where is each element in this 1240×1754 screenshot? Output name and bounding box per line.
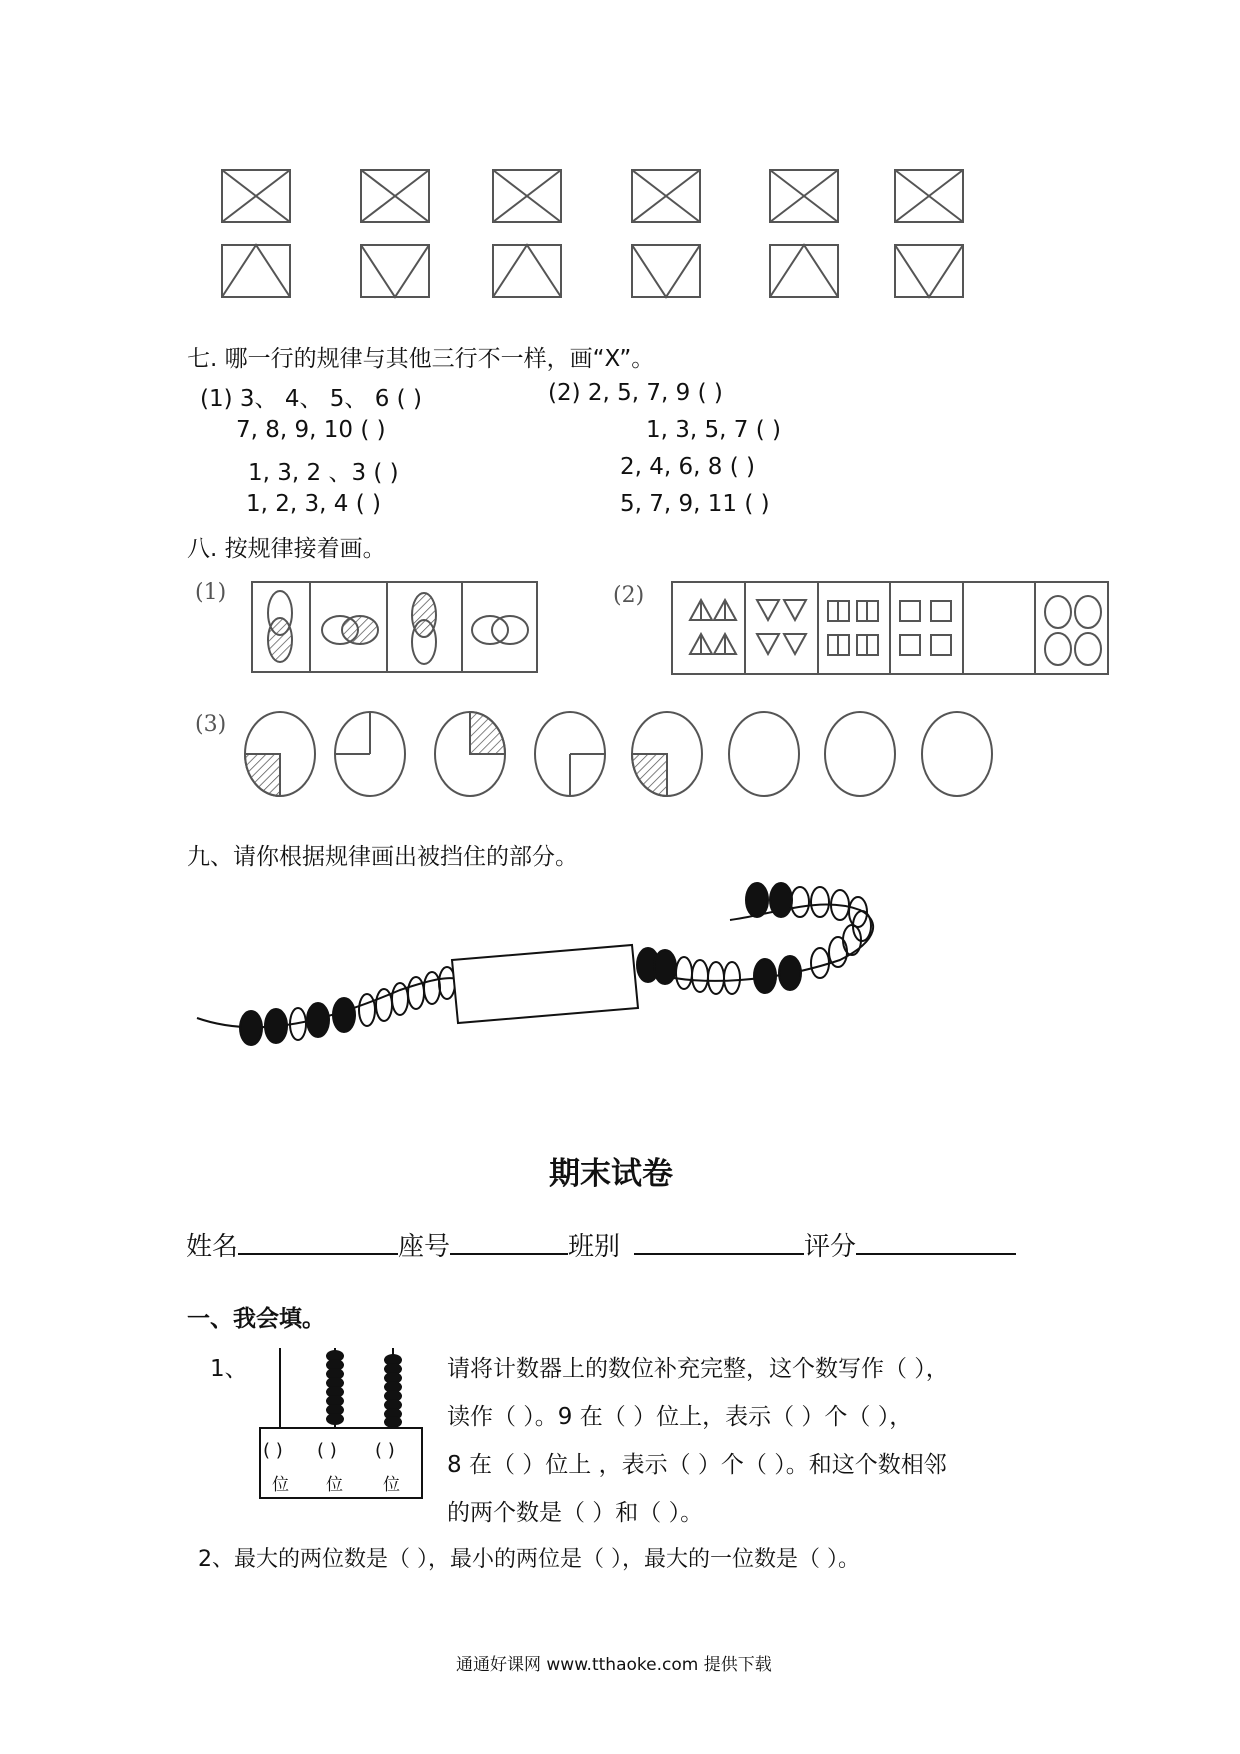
crossed-box	[632, 170, 700, 222]
student-info-line	[186, 1226, 1016, 1263]
crossed-box	[770, 170, 838, 222]
triangle-up-box	[493, 245, 561, 297]
class-label: 班别	[568, 1232, 621, 1262]
q1-line-1: 请将计数器上的数位补充完整，这个数写作（ ），	[447, 1356, 949, 1382]
q1-line-3: 8 在（ ）位上 ，表示（ ）个（ ）。和这个数相邻	[447, 1452, 947, 1478]
abacus-label-1: 位	[272, 1475, 289, 1495]
abacus-slot-1[interactable]: ( )	[263, 1440, 283, 1461]
crossed-box	[493, 170, 561, 222]
section7-row3-right: 2, 4, 6, 8 ( )	[620, 454, 755, 480]
crossed-box	[895, 170, 963, 222]
class-field[interactable]	[634, 1227, 804, 1255]
q2-text: 2、最大的两位数是（ ），最小的两位是（ ），最大的一位数是（ ）。	[198, 1547, 860, 1572]
quarter-oval-sequence	[245, 712, 992, 796]
triangle-down-box	[895, 245, 963, 297]
triangle-up-box	[222, 245, 290, 297]
triangle-down-box	[632, 245, 700, 297]
name-field[interactable]	[238, 1227, 398, 1255]
section7-row1-left: (1) 3、 4、 5、 6 ( )	[200, 386, 422, 412]
section7-row4-left: 1, 2, 3, 4 ( )	[246, 491, 381, 517]
score-label: 评分	[804, 1232, 857, 1262]
section7-row3-left: 1, 3, 2 、3 ( )	[248, 460, 399, 486]
crossed-box	[222, 170, 290, 222]
section8-figures	[0, 570, 1240, 820]
q1-number: 1、	[210, 1356, 248, 1382]
q1-line-2: 读作（ ）。9 在（ ）位上，表示（ ）个（ ），	[447, 1404, 913, 1430]
section7-row2-left: 7, 8, 9, 10 ( )	[236, 417, 386, 443]
abacus-label-3: 位	[383, 1475, 400, 1495]
crossed-box	[361, 170, 429, 222]
section8-label-1: (1)	[195, 580, 227, 605]
ring-pattern-box	[252, 582, 537, 672]
name-label: 姓名	[186, 1232, 239, 1262]
bead-string-figure	[0, 880, 1240, 1080]
abacus-slot-3[interactable]: ( )	[375, 1440, 395, 1461]
abacus-label-2: 位	[326, 1475, 343, 1495]
section8-label-2: (2)	[613, 583, 645, 608]
section8-label-3: (3)	[195, 712, 227, 737]
part1-title: 一、我会填。	[187, 1306, 325, 1332]
seat-field[interactable]	[450, 1227, 568, 1255]
q1-line-4: 的两个数是（ ）和（ ）。	[447, 1500, 704, 1526]
triangle-down-box	[361, 245, 429, 297]
seat-label: 座号	[398, 1232, 451, 1262]
section7-title: 七. 哪一行的规律与其他三行不一样，画“X”。	[187, 346, 655, 372]
shapes-pattern-box	[672, 582, 1108, 674]
footer-text: 通通好课网 www.tthaoke.com 提供下载	[456, 1655, 772, 1675]
section7-row4-right: 5, 7, 9, 11 ( )	[620, 491, 770, 517]
exam-title: 期末试卷	[549, 1156, 673, 1192]
section8-title: 八. 按规律接着画。	[187, 536, 386, 562]
pattern-boxes-figure	[0, 150, 1240, 310]
triangle-up-box	[770, 245, 838, 297]
section9-title: 九、请你根据规律画出被挡住的部分。	[187, 844, 578, 870]
section7-row1-right: (2) 2, 5, 7, 9 ( )	[548, 380, 723, 406]
abacus-slot-2[interactable]: ( )	[317, 1440, 337, 1461]
score-field[interactable]	[856, 1227, 1016, 1255]
section7-row2-right: 1, 3, 5, 7 ( )	[646, 417, 781, 443]
